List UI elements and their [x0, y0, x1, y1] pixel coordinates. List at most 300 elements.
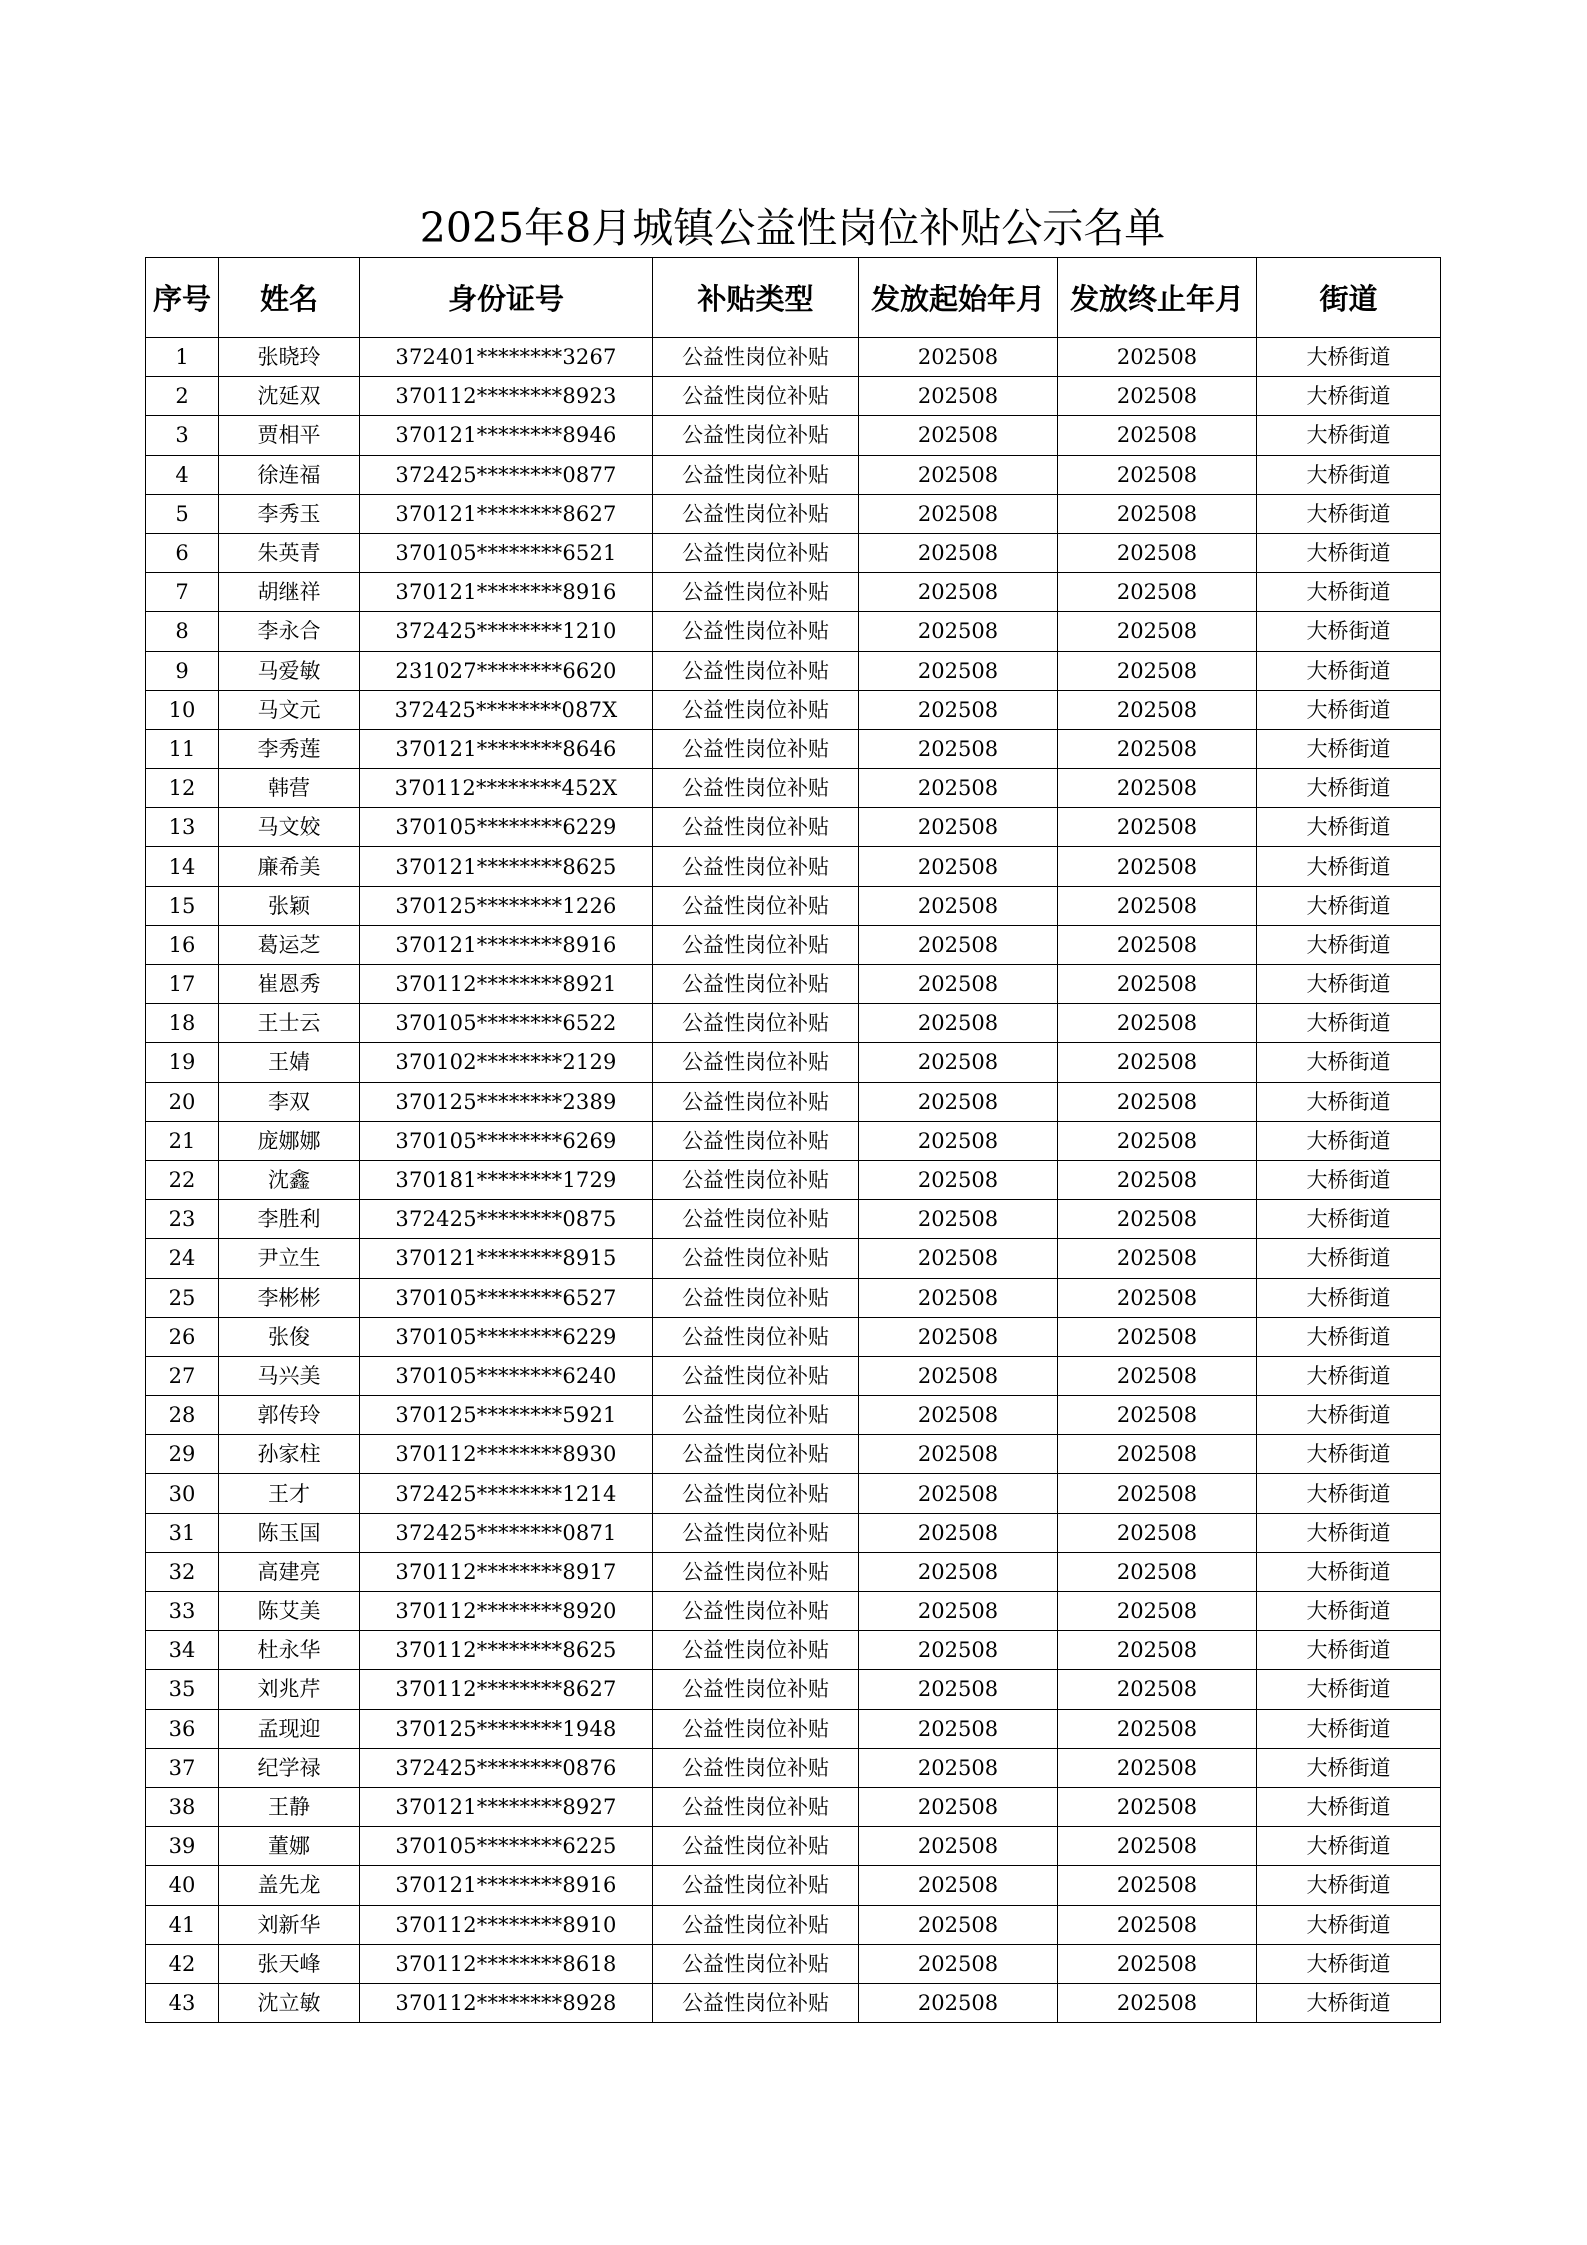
cell-name: 李双 — [219, 1082, 360, 1121]
cell-name: 李永合 — [219, 612, 360, 651]
cell-end-month: 202508 — [1058, 1160, 1257, 1199]
cell-end-month: 202508 — [1058, 1435, 1257, 1474]
cell-id-number: 370121********8646 — [360, 729, 653, 768]
cell-end-month: 202508 — [1058, 1552, 1257, 1591]
subsidy-roster-table — [145, 257, 1441, 2023]
cell-end-month: 202508 — [1058, 808, 1257, 847]
cell-start-month: 202508 — [859, 1043, 1058, 1082]
cell-serial-number: 28 — [146, 1396, 219, 1435]
cell-id-number: 370112********8923 — [360, 377, 653, 416]
cell-name: 李秀莲 — [219, 729, 360, 768]
cell-start-month: 202508 — [859, 690, 1058, 729]
cell-subsidy-type: 公益性岗位补贴 — [653, 1317, 859, 1356]
table-row — [146, 847, 1441, 886]
cell-serial-number: 29 — [146, 1435, 219, 1474]
cell-id-number: 372425********1214 — [360, 1474, 653, 1513]
cell-end-month: 202508 — [1058, 1944, 1257, 1983]
cell-name: 杜永华 — [219, 1631, 360, 1670]
table-body — [146, 338, 1441, 2023]
cell-street: 大桥街道 — [1257, 1474, 1441, 1513]
cell-start-month: 202508 — [859, 1944, 1058, 1983]
cell-street: 大桥街道 — [1257, 886, 1441, 925]
cell-end-month: 202508 — [1058, 338, 1257, 377]
cell-id-number: 372425********1210 — [360, 612, 653, 651]
cell-subsidy-type: 公益性岗位补贴 — [653, 338, 859, 377]
table-row — [146, 1121, 1441, 1160]
cell-start-month: 202508 — [859, 1709, 1058, 1748]
table-row — [146, 1239, 1441, 1278]
cell-serial-number: 14 — [146, 847, 219, 886]
cell-subsidy-type: 公益性岗位补贴 — [653, 1592, 859, 1631]
cell-start-month: 202508 — [859, 533, 1058, 572]
cell-id-number: 370125********1948 — [360, 1709, 653, 1748]
cell-id-number: 372425********0876 — [360, 1748, 653, 1787]
cell-serial-number: 42 — [146, 1944, 219, 1983]
cell-id-number: 370125********2389 — [360, 1082, 653, 1121]
cell-name: 崔恩秀 — [219, 965, 360, 1004]
cell-start-month: 202508 — [859, 1787, 1058, 1826]
cell-end-month: 202508 — [1058, 533, 1257, 572]
cell-serial-number: 37 — [146, 1748, 219, 1787]
cell-serial-number: 17 — [146, 965, 219, 1004]
cell-street: 大桥街道 — [1257, 1121, 1441, 1160]
cell-end-month: 202508 — [1058, 1004, 1257, 1043]
table-row — [146, 1082, 1441, 1121]
cell-street: 大桥街道 — [1257, 1983, 1441, 2022]
cell-name: 陈玉国 — [219, 1513, 360, 1552]
cell-serial-number: 22 — [146, 1160, 219, 1199]
cell-name: 徐连福 — [219, 455, 360, 494]
cell-subsidy-type: 公益性岗位补贴 — [653, 651, 859, 690]
cell-street: 大桥街道 — [1257, 690, 1441, 729]
cell-subsidy-type: 公益性岗位补贴 — [653, 455, 859, 494]
cell-serial-number: 3 — [146, 416, 219, 455]
cell-start-month: 202508 — [859, 729, 1058, 768]
cell-id-number: 370125********1226 — [360, 886, 653, 925]
cell-id-number: 370105********6269 — [360, 1121, 653, 1160]
header-subsidy-type: 补贴类型 — [653, 258, 859, 338]
cell-id-number: 370105********6225 — [360, 1827, 653, 1866]
cell-subsidy-type: 公益性岗位补贴 — [653, 847, 859, 886]
cell-serial-number: 1 — [146, 338, 219, 377]
cell-start-month: 202508 — [859, 338, 1058, 377]
cell-subsidy-type: 公益性岗位补贴 — [653, 573, 859, 612]
cell-start-month: 202508 — [859, 1905, 1058, 1944]
cell-id-number: 231027********6620 — [360, 651, 653, 690]
cell-name: 张晓玲 — [219, 338, 360, 377]
cell-street: 大桥街道 — [1257, 1670, 1441, 1709]
table-row — [146, 1278, 1441, 1317]
cell-name: 马爱敏 — [219, 651, 360, 690]
cell-subsidy-type: 公益性岗位补贴 — [653, 1748, 859, 1787]
cell-end-month: 202508 — [1058, 1748, 1257, 1787]
cell-name: 马文姣 — [219, 808, 360, 847]
cell-start-month: 202508 — [859, 965, 1058, 1004]
cell-serial-number: 43 — [146, 1983, 219, 2022]
table-row — [146, 1592, 1441, 1631]
header-id-number: 身份证号 — [360, 258, 653, 338]
cell-start-month: 202508 — [859, 1356, 1058, 1395]
cell-subsidy-type: 公益性岗位补贴 — [653, 1121, 859, 1160]
table-row — [146, 1160, 1441, 1199]
cell-end-month: 202508 — [1058, 1239, 1257, 1278]
header-serial-number: 序号 — [146, 258, 219, 338]
cell-id-number: 370105********6527 — [360, 1278, 653, 1317]
table-row — [146, 1474, 1441, 1513]
cell-start-month: 202508 — [859, 1278, 1058, 1317]
cell-serial-number: 34 — [146, 1631, 219, 1670]
cell-id-number: 370112********8627 — [360, 1670, 653, 1709]
cell-id-number: 370112********8920 — [360, 1592, 653, 1631]
cell-start-month: 202508 — [859, 573, 1058, 612]
table-row — [146, 1827, 1441, 1866]
cell-serial-number: 33 — [146, 1592, 219, 1631]
cell-street: 大桥街道 — [1257, 455, 1441, 494]
table-row — [146, 1670, 1441, 1709]
cell-id-number: 372401********3267 — [360, 338, 653, 377]
cell-end-month: 202508 — [1058, 1082, 1257, 1121]
cell-name: 刘新华 — [219, 1905, 360, 1944]
table-header-row — [146, 258, 1441, 338]
cell-street: 大桥街道 — [1257, 1004, 1441, 1043]
cell-id-number: 370112********8921 — [360, 965, 653, 1004]
cell-subsidy-type: 公益性岗位补贴 — [653, 1905, 859, 1944]
table-row — [146, 1905, 1441, 1944]
cell-serial-number: 7 — [146, 573, 219, 612]
cell-end-month: 202508 — [1058, 1278, 1257, 1317]
cell-street: 大桥街道 — [1257, 1631, 1441, 1670]
cell-serial-number: 27 — [146, 1356, 219, 1395]
cell-street: 大桥街道 — [1257, 1239, 1441, 1278]
cell-end-month: 202508 — [1058, 886, 1257, 925]
cell-subsidy-type: 公益性岗位补贴 — [653, 1160, 859, 1199]
cell-subsidy-type: 公益性岗位补贴 — [653, 965, 859, 1004]
cell-end-month: 202508 — [1058, 1121, 1257, 1160]
cell-street: 大桥街道 — [1257, 1787, 1441, 1826]
cell-street: 大桥街道 — [1257, 1513, 1441, 1552]
cell-serial-number: 31 — [146, 1513, 219, 1552]
cell-street: 大桥街道 — [1257, 965, 1441, 1004]
cell-serial-number: 8 — [146, 612, 219, 651]
cell-end-month: 202508 — [1058, 651, 1257, 690]
cell-subsidy-type: 公益性岗位补贴 — [653, 1983, 859, 2022]
cell-street: 大桥街道 — [1257, 1866, 1441, 1905]
table-row — [146, 1004, 1441, 1043]
table-row — [146, 1748, 1441, 1787]
cell-subsidy-type: 公益性岗位补贴 — [653, 1082, 859, 1121]
cell-serial-number: 35 — [146, 1670, 219, 1709]
cell-serial-number: 30 — [146, 1474, 219, 1513]
table-row — [146, 416, 1441, 455]
cell-end-month: 202508 — [1058, 573, 1257, 612]
cell-subsidy-type: 公益性岗位补贴 — [653, 925, 859, 964]
cell-street: 大桥街道 — [1257, 1043, 1441, 1082]
cell-name: 沈延双 — [219, 377, 360, 416]
cell-name: 沈鑫 — [219, 1160, 360, 1199]
cell-start-month: 202508 — [859, 1592, 1058, 1631]
cell-end-month: 202508 — [1058, 1356, 1257, 1395]
cell-start-month: 202508 — [859, 1121, 1058, 1160]
cell-start-month: 202508 — [859, 886, 1058, 925]
cell-end-month: 202508 — [1058, 1317, 1257, 1356]
cell-street: 大桥街道 — [1257, 651, 1441, 690]
cell-start-month: 202508 — [859, 1866, 1058, 1905]
cell-end-month: 202508 — [1058, 1983, 1257, 2022]
cell-street: 大桥街道 — [1257, 533, 1441, 572]
cell-id-number: 370112********8930 — [360, 1435, 653, 1474]
cell-subsidy-type: 公益性岗位补贴 — [653, 1827, 859, 1866]
cell-subsidy-type: 公益性岗位补贴 — [653, 533, 859, 572]
cell-serial-number: 2 — [146, 377, 219, 416]
cell-street: 大桥街道 — [1257, 925, 1441, 964]
cell-serial-number: 15 — [146, 886, 219, 925]
cell-subsidy-type: 公益性岗位补贴 — [653, 1278, 859, 1317]
cell-start-month: 202508 — [859, 1552, 1058, 1591]
cell-end-month: 202508 — [1058, 1866, 1257, 1905]
cell-street: 大桥街道 — [1257, 1709, 1441, 1748]
cell-name: 庞娜娜 — [219, 1121, 360, 1160]
table-row — [146, 651, 1441, 690]
header-name: 姓名 — [219, 258, 360, 338]
table-row — [146, 1631, 1441, 1670]
cell-serial-number: 11 — [146, 729, 219, 768]
table-row — [146, 1983, 1441, 2022]
cell-street: 大桥街道 — [1257, 1905, 1441, 1944]
cell-name: 朱英青 — [219, 533, 360, 572]
cell-serial-number: 23 — [146, 1200, 219, 1239]
cell-street: 大桥街道 — [1257, 1396, 1441, 1435]
cell-end-month: 202508 — [1058, 1396, 1257, 1435]
table-row — [146, 1552, 1441, 1591]
cell-serial-number: 21 — [146, 1121, 219, 1160]
cell-subsidy-type: 公益性岗位补贴 — [653, 729, 859, 768]
cell-id-number: 370112********8625 — [360, 1631, 653, 1670]
cell-start-month: 202508 — [859, 1474, 1058, 1513]
cell-serial-number: 41 — [146, 1905, 219, 1944]
page-title: 2025年8月城镇公益性岗位补贴公示名单 — [419, 204, 1166, 252]
cell-serial-number: 38 — [146, 1787, 219, 1826]
cell-end-month: 202508 — [1058, 1200, 1257, 1239]
table-row — [146, 1043, 1441, 1082]
cell-name: 高建亮 — [219, 1552, 360, 1591]
cell-subsidy-type: 公益性岗位补贴 — [653, 808, 859, 847]
cell-street: 大桥街道 — [1257, 612, 1441, 651]
cell-id-number: 372425********0875 — [360, 1200, 653, 1239]
cell-serial-number: 20 — [146, 1082, 219, 1121]
cell-street: 大桥街道 — [1257, 1552, 1441, 1591]
cell-end-month: 202508 — [1058, 965, 1257, 1004]
cell-start-month: 202508 — [859, 416, 1058, 455]
cell-name: 王静 — [219, 1787, 360, 1826]
cell-serial-number: 9 — [146, 651, 219, 690]
cell-street: 大桥街道 — [1257, 847, 1441, 886]
cell-serial-number: 6 — [146, 533, 219, 572]
cell-street: 大桥街道 — [1257, 1944, 1441, 1983]
cell-id-number: 370112********8928 — [360, 1983, 653, 2022]
cell-end-month: 202508 — [1058, 1787, 1257, 1826]
table-row — [146, 1866, 1441, 1905]
cell-serial-number: 18 — [146, 1004, 219, 1043]
cell-street: 大桥街道 — [1257, 1278, 1441, 1317]
cell-serial-number: 16 — [146, 925, 219, 964]
header-end-month: 发放终止年月 — [1058, 258, 1257, 338]
cell-subsidy-type: 公益性岗位补贴 — [653, 1435, 859, 1474]
cell-serial-number: 19 — [146, 1043, 219, 1082]
cell-start-month: 202508 — [859, 1435, 1058, 1474]
cell-name: 李彬彬 — [219, 1278, 360, 1317]
cell-id-number: 372425********0877 — [360, 455, 653, 494]
cell-serial-number: 10 — [146, 690, 219, 729]
cell-id-number: 370121********8946 — [360, 416, 653, 455]
cell-subsidy-type: 公益性岗位补贴 — [653, 377, 859, 416]
cell-subsidy-type: 公益性岗位补贴 — [653, 1709, 859, 1748]
cell-id-number: 370121********8916 — [360, 573, 653, 612]
cell-name: 马文元 — [219, 690, 360, 729]
cell-name: 沈立敏 — [219, 1983, 360, 2022]
cell-start-month: 202508 — [859, 612, 1058, 651]
cell-name: 王士云 — [219, 1004, 360, 1043]
cell-name: 李胜利 — [219, 1200, 360, 1239]
cell-start-month: 202508 — [859, 494, 1058, 533]
cell-name: 刘兆芹 — [219, 1670, 360, 1709]
cell-end-month: 202508 — [1058, 1513, 1257, 1552]
cell-name: 马兴美 — [219, 1356, 360, 1395]
cell-id-number: 370105********6240 — [360, 1356, 653, 1395]
cell-street: 大桥街道 — [1257, 1435, 1441, 1474]
cell-subsidy-type: 公益性岗位补贴 — [653, 1631, 859, 1670]
cell-end-month: 202508 — [1058, 690, 1257, 729]
cell-id-number: 370181********1729 — [360, 1160, 653, 1199]
cell-start-month: 202508 — [859, 808, 1058, 847]
cell-subsidy-type: 公益性岗位补贴 — [653, 1239, 859, 1278]
header-start-month: 发放起始年月 — [859, 258, 1058, 338]
cell-end-month: 202508 — [1058, 729, 1257, 768]
cell-street: 大桥街道 — [1257, 729, 1441, 768]
cell-start-month: 202508 — [859, 1670, 1058, 1709]
cell-name: 张颖 — [219, 886, 360, 925]
cell-name: 廉希美 — [219, 847, 360, 886]
cell-start-month: 202508 — [859, 1082, 1058, 1121]
cell-end-month: 202508 — [1058, 1592, 1257, 1631]
cell-start-month: 202508 — [859, 1200, 1058, 1239]
cell-subsidy-type: 公益性岗位补贴 — [653, 769, 859, 808]
cell-street: 大桥街道 — [1257, 416, 1441, 455]
table-row — [146, 338, 1441, 377]
cell-street: 大桥街道 — [1257, 1160, 1441, 1199]
cell-serial-number: 39 — [146, 1827, 219, 1866]
cell-subsidy-type: 公益性岗位补贴 — [653, 1396, 859, 1435]
cell-start-month: 202508 — [859, 769, 1058, 808]
cell-street: 大桥街道 — [1257, 1827, 1441, 1866]
cell-serial-number: 5 — [146, 494, 219, 533]
cell-subsidy-type: 公益性岗位补贴 — [653, 1356, 859, 1395]
cell-id-number: 370105********6229 — [360, 1317, 653, 1356]
cell-end-month: 202508 — [1058, 377, 1257, 416]
cell-subsidy-type: 公益性岗位补贴 — [653, 1043, 859, 1082]
cell-end-month: 202508 — [1058, 1631, 1257, 1670]
cell-id-number: 370112********452X — [360, 769, 653, 808]
cell-id-number: 370121********8625 — [360, 847, 653, 886]
table-row — [146, 1709, 1441, 1748]
cell-name: 纪学禄 — [219, 1748, 360, 1787]
cell-start-month: 202508 — [859, 455, 1058, 494]
table-row — [146, 769, 1441, 808]
cell-id-number: 370121********8916 — [360, 925, 653, 964]
cell-serial-number: 32 — [146, 1552, 219, 1591]
cell-id-number: 370121********8915 — [360, 1239, 653, 1278]
cell-street: 大桥街道 — [1257, 377, 1441, 416]
cell-start-month: 202508 — [859, 1827, 1058, 1866]
cell-subsidy-type: 公益性岗位补贴 — [653, 1866, 859, 1905]
cell-id-number: 370102********2129 — [360, 1043, 653, 1082]
table-row — [146, 808, 1441, 847]
table-row — [146, 377, 1441, 416]
cell-id-number: 370105********6522 — [360, 1004, 653, 1043]
cell-serial-number: 40 — [146, 1866, 219, 1905]
cell-start-month: 202508 — [859, 1748, 1058, 1787]
cell-end-month: 202508 — [1058, 1827, 1257, 1866]
cell-subsidy-type: 公益性岗位补贴 — [653, 1004, 859, 1043]
table-row — [146, 925, 1441, 964]
cell-name: 张天峰 — [219, 1944, 360, 1983]
table-row — [146, 1513, 1441, 1552]
cell-name: 王才 — [219, 1474, 360, 1513]
cell-end-month: 202508 — [1058, 1670, 1257, 1709]
table-row — [146, 965, 1441, 1004]
cell-name: 孟现迎 — [219, 1709, 360, 1748]
cell-start-month: 202508 — [859, 1004, 1058, 1043]
cell-serial-number: 25 — [146, 1278, 219, 1317]
cell-subsidy-type: 公益性岗位补贴 — [653, 886, 859, 925]
cell-start-month: 202508 — [859, 651, 1058, 690]
cell-id-number: 370121********8916 — [360, 1866, 653, 1905]
cell-end-month: 202508 — [1058, 1709, 1257, 1748]
cell-subsidy-type: 公益性岗位补贴 — [653, 1670, 859, 1709]
cell-start-month: 202508 — [859, 1239, 1058, 1278]
cell-start-month: 202508 — [859, 1983, 1058, 2022]
table-row — [146, 573, 1441, 612]
cell-subsidy-type: 公益性岗位补贴 — [653, 1552, 859, 1591]
cell-id-number: 372425********087X — [360, 690, 653, 729]
table-row — [146, 1787, 1441, 1826]
table-row — [146, 729, 1441, 768]
cell-serial-number: 4 — [146, 455, 219, 494]
table-row — [146, 886, 1441, 925]
cell-street: 大桥街道 — [1257, 573, 1441, 612]
cell-street: 大桥街道 — [1257, 338, 1441, 377]
cell-subsidy-type: 公益性岗位补贴 — [653, 1200, 859, 1239]
cell-start-month: 202508 — [859, 1160, 1058, 1199]
cell-name: 张俊 — [219, 1317, 360, 1356]
cell-id-number: 372425********0871 — [360, 1513, 653, 1552]
cell-name: 盖先龙 — [219, 1866, 360, 1905]
cell-subsidy-type: 公益性岗位补贴 — [653, 494, 859, 533]
cell-end-month: 202508 — [1058, 925, 1257, 964]
cell-end-month: 202508 — [1058, 612, 1257, 651]
cell-serial-number: 24 — [146, 1239, 219, 1278]
cell-name: 韩营 — [219, 769, 360, 808]
cell-subsidy-type: 公益性岗位补贴 — [653, 612, 859, 651]
cell-end-month: 202508 — [1058, 847, 1257, 886]
cell-start-month: 202508 — [859, 1317, 1058, 1356]
cell-start-month: 202508 — [859, 1631, 1058, 1670]
cell-street: 大桥街道 — [1257, 769, 1441, 808]
cell-serial-number: 13 — [146, 808, 219, 847]
cell-subsidy-type: 公益性岗位补贴 — [653, 1787, 859, 1826]
table-row — [146, 1435, 1441, 1474]
table-row — [146, 1396, 1441, 1435]
cell-start-month: 202508 — [859, 1513, 1058, 1552]
